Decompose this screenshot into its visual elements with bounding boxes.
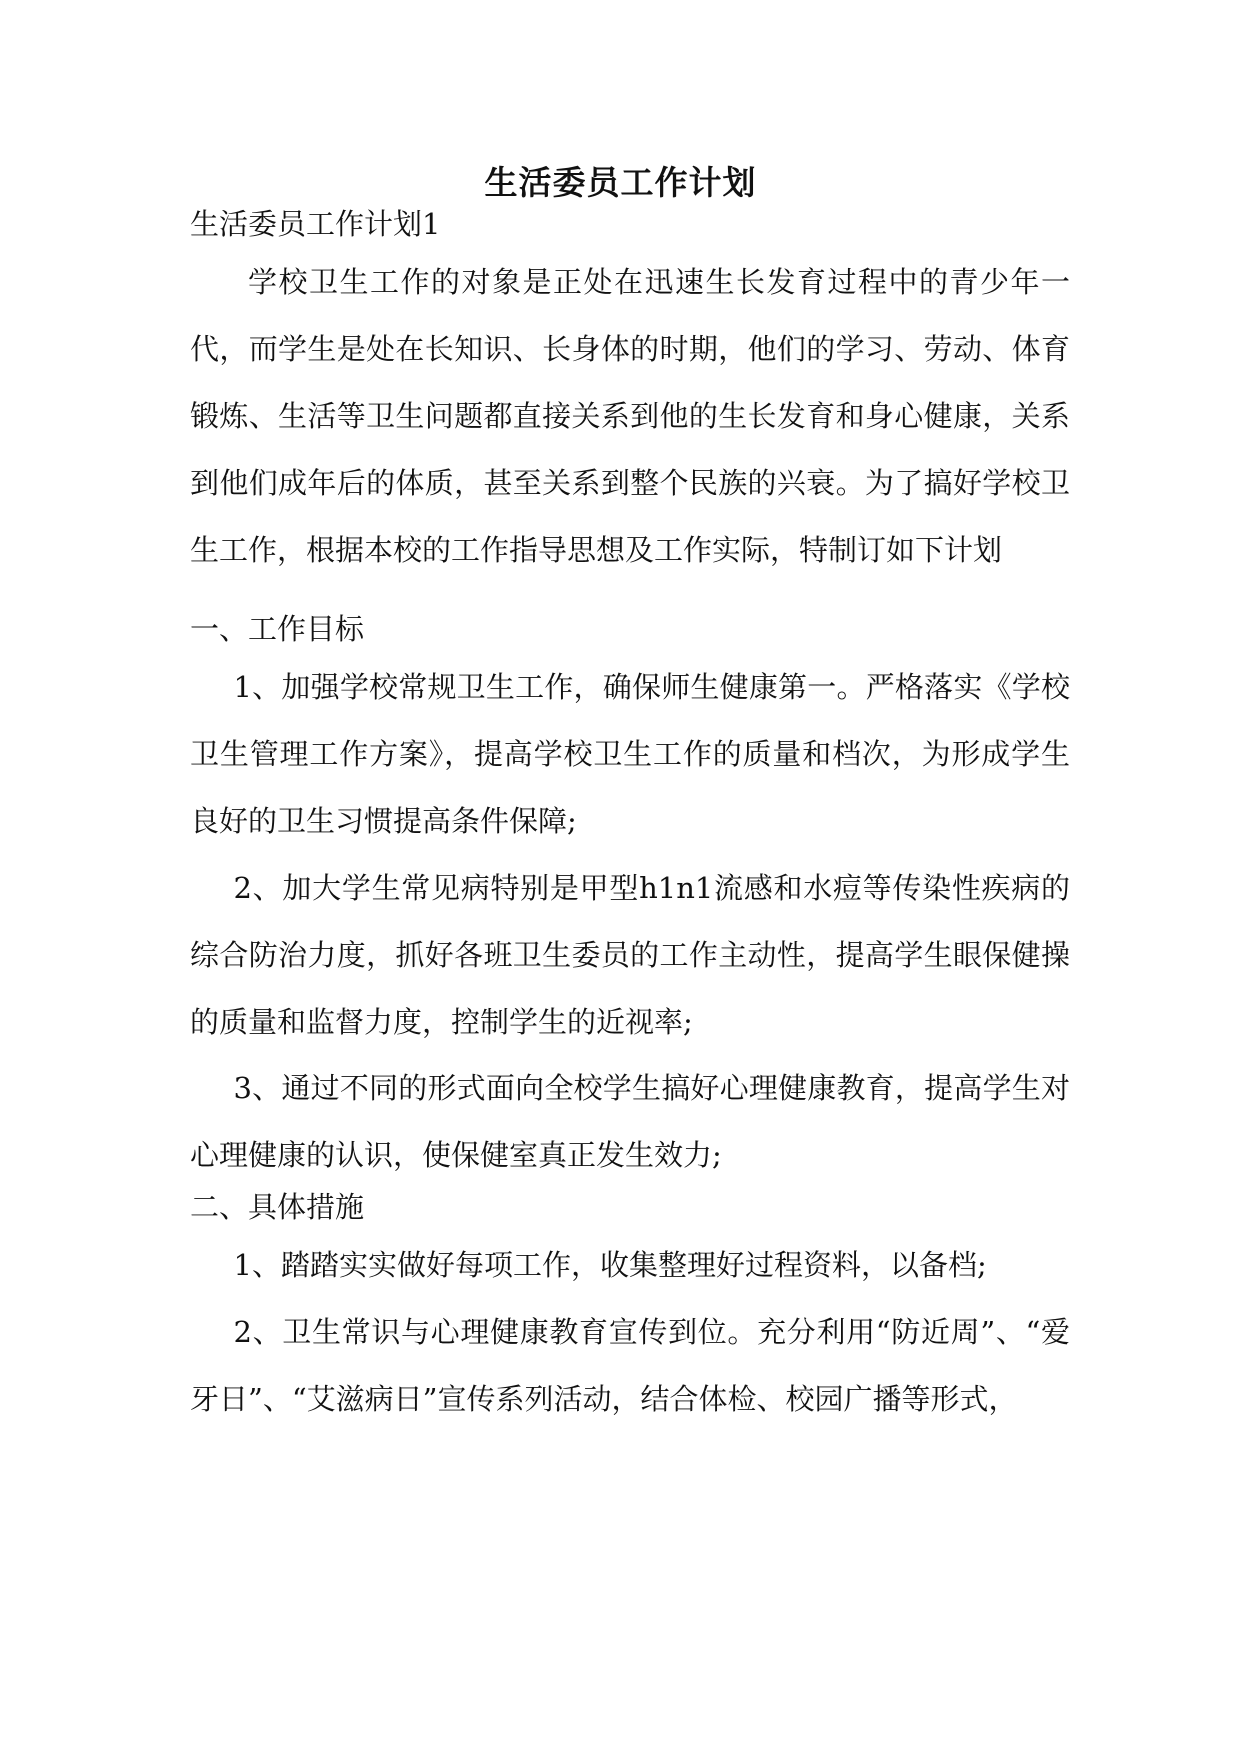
section1-item-3: 3、通过不同的形式面向全校学生搞好心理健康教育，提高学生对心理健康的认识，使保健室真正发生效力; — [190, 1071, 1070, 1172]
section1-item-1: 1、加强学校常规卫生工作，确保师生健康第一。严格落实《学校卫生管理工作方案》，提高学校卫生工作的质量和档次，为形成学生良好的卫生习惯提高条件保障; — [190, 670, 1070, 838]
section1-heading: 一、工作目标 — [190, 612, 365, 646]
document-title: 生活委员工作计划 — [484, 163, 757, 202]
section1-item-2: 2、加大学生常见病特别是甲型h1n1流感和水痘等传染性疾病的综合防治力度，抓好各班卫生委员的工作主动性，提高学生眼保健操的质量和监督力度，控制学生的近视率; — [190, 871, 1070, 1039]
plan-subtitle: 生活委员工作计划1 — [190, 207, 441, 241]
intro-paragraph: 学校卫生工作的对象是正处在迅速生长发育过程中的青少年一代，而学生是处在长知识、长身体的时期，他们的学习、劳动、体育锻炼、生活等卫生问题都直接关系到他的生长发育和身心健康，关系到他们成年后的体质，甚至关系到整个民族的兴衰。为了搞好学校卫生工作，根据本校的工作指导思想及工作实际，特制订如下计划 — [190, 265, 1070, 567]
section2-item-1: 1、踏踏实实做好每项工作，收集整理好过程资料，以备档; — [233, 1248, 987, 1282]
section2-heading: 二、具体措施 — [190, 1190, 365, 1224]
section2-item-2: 2、卫生常识与心理健康教育宣传到位。充分利用“防近周”、“爱牙日”、“艾滋病日”宣传系列活动，结合体检、校园广播等形式， — [190, 1315, 1070, 1416]
